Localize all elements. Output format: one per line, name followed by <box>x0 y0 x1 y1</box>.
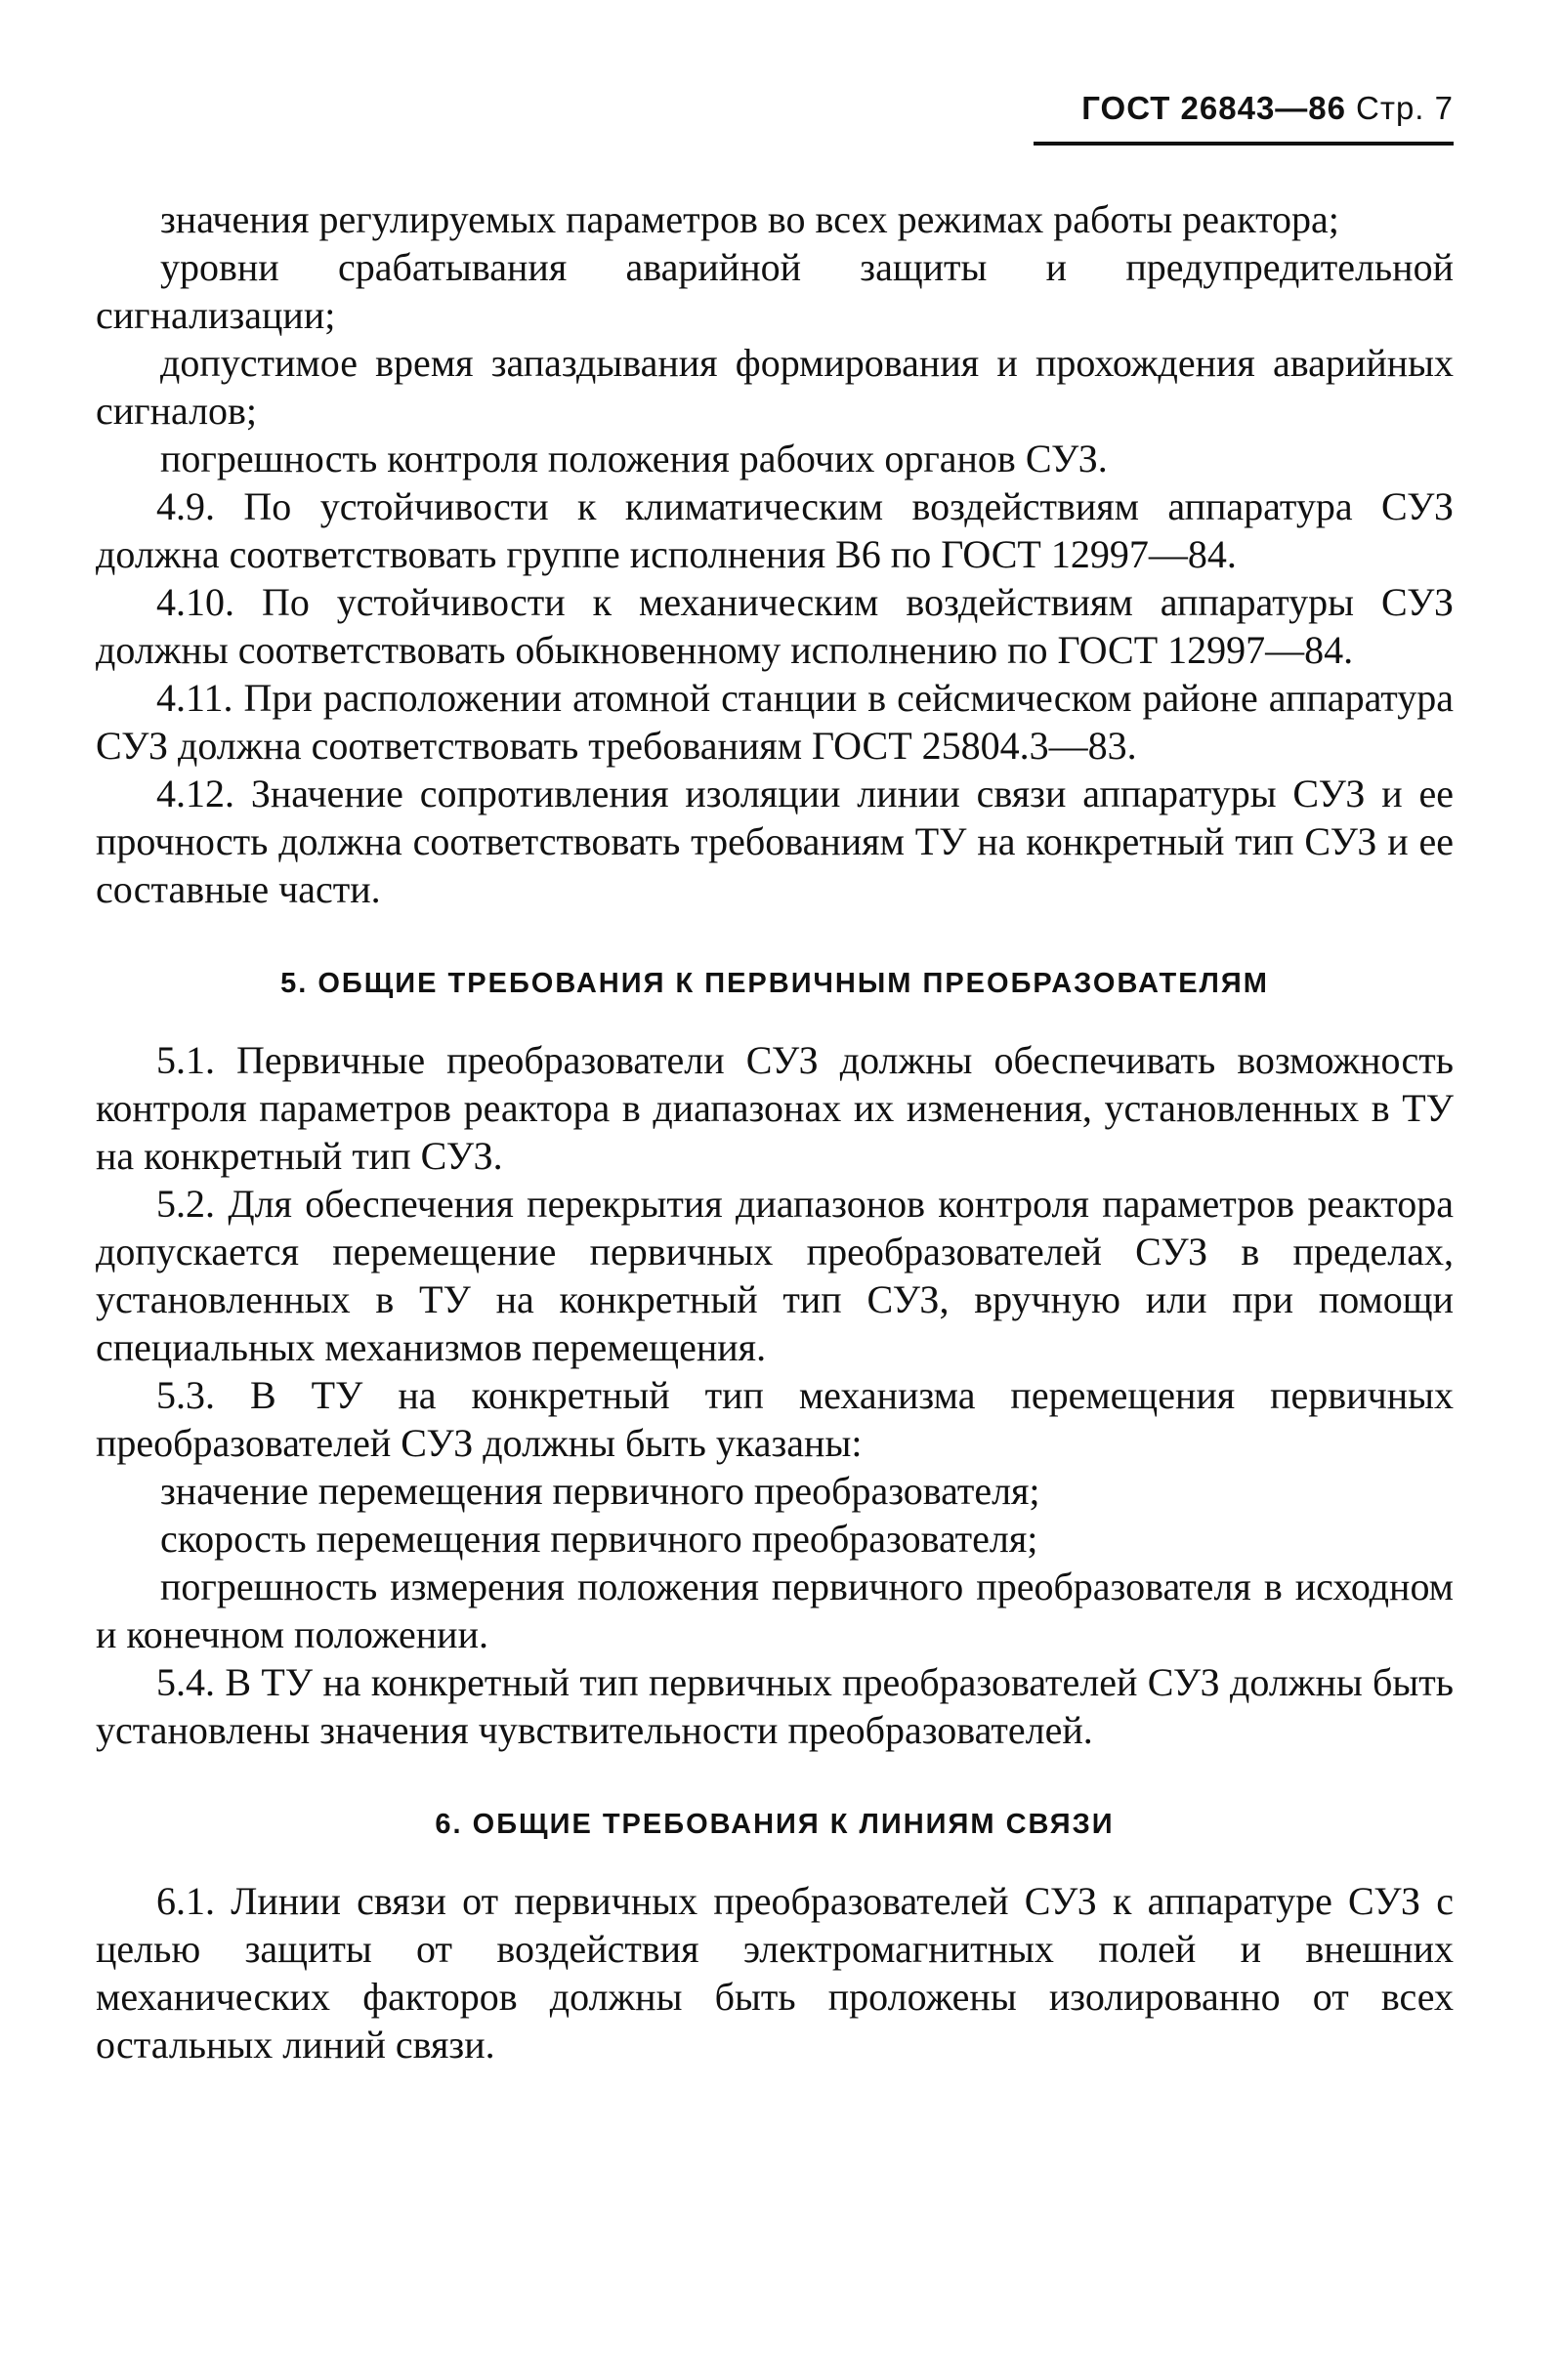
clause-4-11: 4.11. При расположении атомной станции в сейсмическом районе аппаратура СУЗ должна соответствовать требованиям ГОСТ 25804.3—83. <box>96 676 1454 768</box>
clause-5-3: 5.3. В ТУ на конкретный тип механизма перемещения первичных преобразователей СУЗ должны быть указаны: <box>96 1373 1454 1465</box>
paragraph: допустимое время запаздывания формирования и прохождения аварийных сигналов; <box>96 341 1454 433</box>
clause-5-4: 5.4. В ТУ на конкретный тип первичных преобразователей СУЗ должны быть установлены значения чувствительности преобразователей. <box>96 1660 1454 1752</box>
clause-5-1: 5.1. Первичные преобразователи СУЗ должны обеспечивать возможность контроля параметров реактора в диапазонах их изменения, установленных в ТУ на конкретный тип СУЗ. <box>96 1038 1454 1178</box>
document-number: ГОСТ 26843—86 <box>1081 90 1346 126</box>
page-content <box>96 195 1454 2068</box>
section-5-heading: 5. ОБЩИЕ ТРЕБОВАНИЯ К ПЕРВИЧНЫМ ПРЕОБРАЗОВАТЕЛЯМ <box>280 968 1269 999</box>
list-item: скорость перемещения первичного преобразователя; <box>160 1517 1038 1561</box>
paragraph: погрешность контроля положения рабочих органов СУЗ. <box>160 437 1108 480</box>
section-6-heading: 6. ОБЩИЕ ТРЕБОВАНИЯ К ЛИНИЯМ СВЯЗИ <box>435 1809 1115 1840</box>
header-rule <box>1034 142 1454 146</box>
list-item: значение перемещения первичного преобразователя; <box>160 1469 1040 1513</box>
header-doc-id <box>1081 90 1454 126</box>
page-number: Стр. 7 <box>1356 90 1454 126</box>
clause-6-1: 6.1. Линии связи от первичных преобразователей СУЗ к аппаратуре СУЗ с целью защиты от воздействия электромагнитных полей и внешних механических факторов должны быть проложены изолированно от всех остальных линий связи. <box>96 1879 1454 2067</box>
list-item: погрешность измерения положения первичного преобразователя в исходном и конечном положении. <box>96 1565 1454 1656</box>
page-header <box>1081 90 1454 127</box>
clause-4-12: 4.12. Значение сопротивления изоляции линии связи аппаратуры СУЗ и ее прочность должна соответствовать требованиям ТУ на конкретный тип СУЗ и ее составные части. <box>96 772 1454 911</box>
paragraph: значения регулируемых параметров во всех режимах работы реактора; <box>160 197 1339 241</box>
clause-4-10: 4.10. По устойчивости к механическим воздействиям аппаратуры СУЗ должны соответствовать обыкновенному исполнению по ГОСТ 12997—84. <box>96 580 1454 672</box>
paragraph: уровни срабатывания аварийной защиты и предупредительной сигнализации; <box>96 245 1454 337</box>
clause-4-9: 4.9. По устойчивости к климатическим воздействиям аппаратура СУЗ должна соответствовать группе исполнения В6 по ГОСТ 12997—84. <box>96 484 1454 576</box>
clause-5-2: 5.2. Для обеспечения перекрытия диапазонов контроля параметров реактора допускается перемещение первичных преобразователей СУЗ в пределах, установленных в ТУ на конкретный тип СУЗ, вручную или при помощи специальных механизмов перемещения. <box>96 1182 1454 1369</box>
